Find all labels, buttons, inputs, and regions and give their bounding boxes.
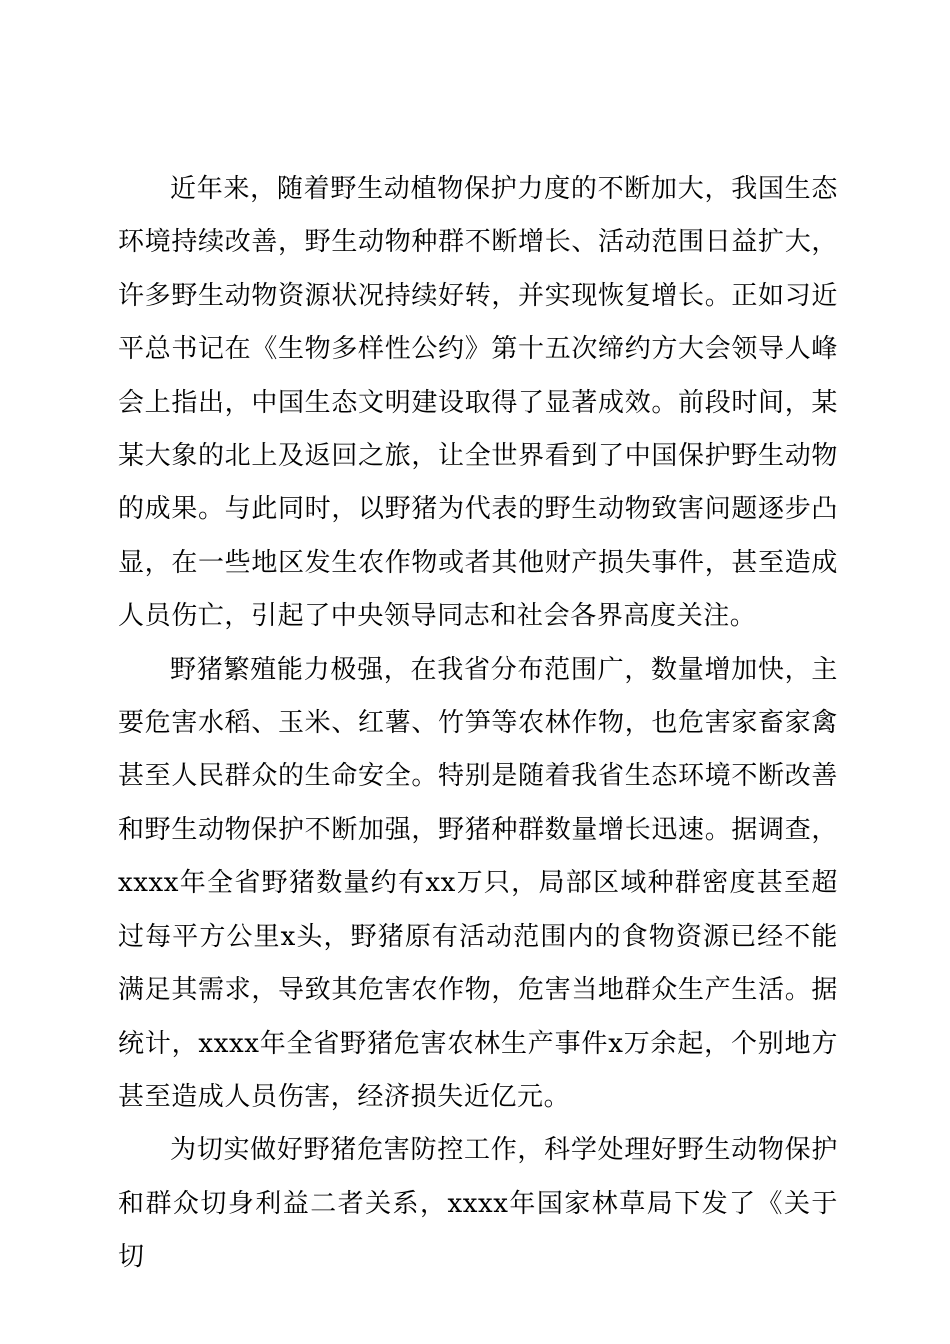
paragraph-3: 为切实做好野猪危害防控工作，科学处理好野生动物保护和群众切身利益二者关系，xxxx年国家林草局下发了《关于切 [118, 1135, 838, 1273]
paragraph-2: 野猪繁殖能力极强，在我省分布范围广，数量增加快，主要危害水稻、玉米、红薯、竹笋等农林作物，也危害家畜家禽甚至人民群众的生命安全。特别是随着我省生态环境不断改善和野生动物保护不断加强，野猪种群数量增长迅速。据调查，xxxx年全省野猪数量约有xx万只，局部区域种群密度甚至超过每平方公里x头，野猪原有活动范围内的食物资源已经不能满足其需求，导致其危害农作物，危害当地群众生产生活。据统计，xxxx年全省野猪危害农林生产事件x万余起，个别地方甚至造成人员伤害，经济损失近亿元。 [118, 654, 838, 1112]
paragraph-1: 近年来，随着野生动植物保护力度的不断加大，我国生态环境持续改善，野生动物种群不断增长、活动范围日益扩大，许多野生动物资源状况持续好转，并实现恢复增长。正如习近平总书记在《生物多样性公约》第十五次缔约方大会领导人峰会上指出，中国生态文明建设取得了显著成效。前段时间，某某大象的北上及返回之旅，让全世界看到了中国保护野生动物的成果。与此同时，以野猪为代表的野生动物致害问题逐步凸显，在一些地区发生农作物或者其他财产损失事件，甚至造成人员伤亡，引起了中央领导同志和社会各界高度关注。 [118, 174, 838, 632]
document-body [118, 163, 838, 1285]
